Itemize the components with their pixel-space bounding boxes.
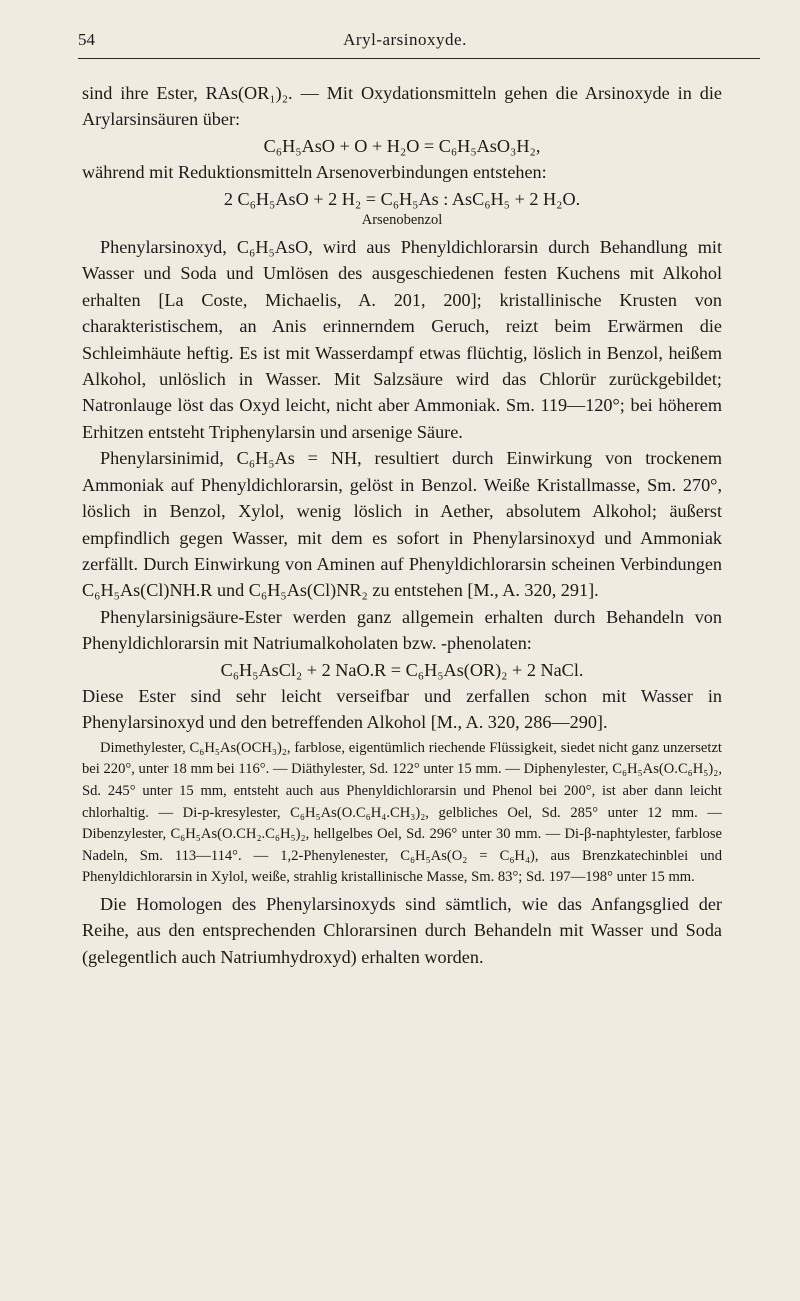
paragraph-phenylarsinimid: Phenylarsinimid, C₆H₅As = NH, resultiert durch Einwirkung von trockenem Ammoniak auf Phenyldichlorarsin, gelöst in Benzol. Weiße Kristallmasse, Sm. 270°, löslich in Benzol, Xylol, wenig löslich in Aether, absolutem Alkohol; äußerst empfindlich gegen Wasser, mit dem es sofort in Phenylarsinoxyd und Ammoniak zerfällt. Durch Einwirkung von Aminen auf Phenyldichlorarsin scheinen Verbindungen C₆H₅As(Cl)NH.R und C₆H₅As(Cl)NR₂ zu entstehen [M., A. 320, 291].: [82, 448, 722, 601]
equation-reduction: 2 C₆H₅AsO + 2 H₂ = C₆H₅As : AsC₆H₅ + 2 H₂O.: [223, 188, 581, 209]
running-title: Aryl-arsinoxyde.: [343, 30, 467, 49]
page-body: [82, 80, 722, 970]
paragraph-ester-list: Dimethylester, C₆H₅As(OCH₃)₂, farblose, eigentümlich riechende Flüssigkeit, siedet nicht ganz unzersetzt bei 220°, unter 18 mm bei 116°. — Diäthylester, Sd. 122° unter 15 mm. — Diphenylester, C₆H₅As(O.C₆H₅)₂, Sd. 245° unter 15 mm, entsteht auch aus Phenyldichlorarsin und Phenol bei 200°, ist aber dann leicht chlorhaltig. — Di-p-kresylester, C₆H₅As(O.C₆H₄.CH₃)₂, gelbliches Oel, Sd. 285° unter 12 mm. — Dibenzylester, C₆H₅As(O.CH₂.C₆H₅)₂, hellgelbes Oel, Sd. 296° unter 30 mm. — Di-β-naphtylester, farblose Nadeln, Sm. 113—114°. — 1,2-Phenylenester, C₆H₅As(O₂ = C₆H₄), aus Brenzkatechinblei und Phenyldichlorarsin in Xylol, weiße, strahlig kristallinische Masse, Sm. 83°; Sd. 197—198° unter 15 mm.: [82, 739, 722, 886]
paragraph-phenylarsinoxyd: Phenylarsinoxyd, C₆H₅AsO, wird aus Phenyldichlorarsin durch Behandlung mit Wasser und Soda und Umlösen des ausgeschiedenen festen Kuchens mit Alkohol erhalten [La Coste, Michaelis, A. 201, 200]; kristallinische Krusten von charakteristischem, an Anis erinnerndem Geruch, reizt beim Erwärmen die Schleimhäute heftig. Es ist mit Wasserdampf etwas flüchtig, löslich in Benzol, heißem Alkohol, unlöslich in Wasser. Mit Salzsäure wird das Chlorür zurückgebildet; Natronlauge löst das Oxyd leicht, nicht aber Ammoniak. Sm. 119—120°; bei höherem Erhitzen entsteht Triphenylarsin und arsenige Säure.: [82, 237, 722, 442]
equation-caption: Arsenobenzol: [361, 212, 443, 229]
page-number: 54: [78, 30, 95, 49]
equation-oxidation: C₆H₅AsO + O + H₂O = C₆H₅AsO₃H₂,: [263, 135, 541, 156]
paragraph-ester-saponification: Diese Ester sind sehr leicht verseifbar und zerfallen schon mit Wasser in Phenylarsinoxyd und den betreffenden Alkohol [M., A. 320, 286—290].: [82, 685, 722, 733]
header-rule: [78, 58, 760, 59]
equation-ester: C₆H₅AsCl₂ + 2 NaO.R = C₆H₅As(OR)₂ + 2 NaCl.: [220, 659, 584, 680]
page-header: [78, 30, 732, 56]
paragraph-reduction: während mit Reduktionsmitteln Arsenoverbindungen entstehen:: [82, 162, 547, 183]
paragraph-oxidation: sind ihre Ester, RAs(OR₁)₂. — Mit Oxydationsmitteln gehen die Arsinoxyde in die Arylarsinsäuren über:: [82, 83, 722, 130]
paragraph-ester: Phenylarsinigsäure-Ester werden ganz allgemein erhalten durch Behandeln von Phenyldichlorarsin mit Natriumalkoholaten bzw. -phenolaten:: [82, 606, 722, 654]
paragraph-homologues: Die Homologen des Phenylarsinoxyds sind sämtlich, wie das Anfangsglied der Reihe, aus den entsprechenden Chlorarsinen durch Behandeln mit Wasser und Soda (gelegentlich auch Natriumhydroxyd) erhalten worden.: [82, 893, 722, 967]
